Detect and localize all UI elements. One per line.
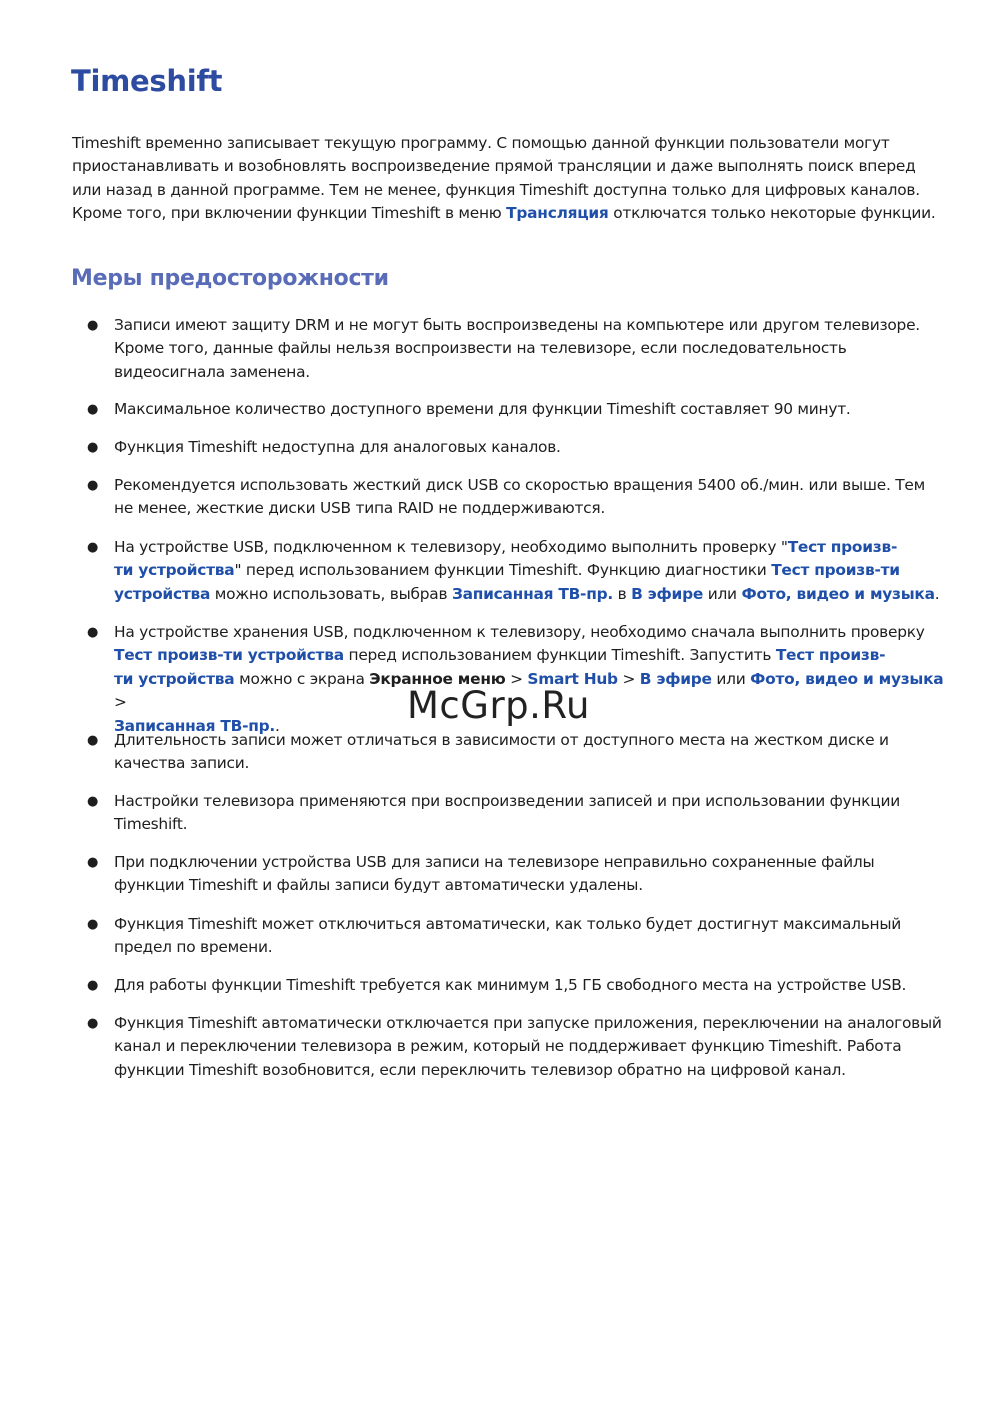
bullet-icon: ● [87, 733, 99, 748]
list-item [87, 398, 944, 421]
item-text: Максимальное количество доступного времени для функции Timeshift составляет 90 минут. [114, 400, 851, 418]
intro-line: отключатся только некоторые функции. [608, 204, 936, 223]
item-text: . [275, 716, 280, 735]
menu-link-recorded[interactable]: Записанная ТВ-пр. [451, 584, 613, 603]
bullet-icon: ● [87, 318, 99, 333]
item-text: Функция Timeshift недоступна для аналоговых каналов. [114, 438, 561, 456]
list-item [87, 536, 944, 606]
bullet-icon: ● [87, 978, 99, 993]
item-text: функции Timeshift возобновится, если переключить телевизор обратно на цифровой канал. [114, 1060, 846, 1079]
page-title: Timeshift [71, 64, 223, 98]
menu-link-test[interactable]: устройства [114, 584, 211, 603]
menu-link-live[interactable]: В эфире [639, 669, 712, 688]
item-text: Записи имеют защиту DRM и не могут быть воспроизведены на компьютере или другом телевизоре. [114, 316, 920, 334]
path-separator: > [114, 693, 127, 712]
item-text: Функция Timeshift может отключиться автоматически, как только будет достигнут максимальный [114, 915, 902, 933]
bullet-icon: ● [87, 478, 99, 493]
item-text: Timeshift. [114, 815, 188, 834]
menu-link-test[interactable]: Тест произв-ти устройства [114, 646, 344, 665]
list-item [87, 913, 944, 960]
list-item [87, 436, 944, 459]
list-item [87, 474, 944, 521]
item-text: . [934, 584, 940, 603]
menu-link-media[interactable]: Фото, видео и музыка [750, 669, 944, 688]
menu-link-recorded[interactable]: Записанная ТВ-пр. [114, 716, 276, 735]
bullet-icon: ● [87, 540, 99, 555]
bullet-icon: ● [87, 917, 99, 932]
menu-link-live[interactable]: В эфире [631, 584, 704, 603]
item-text: в [612, 584, 632, 603]
item-text: функции Timeshift и файлы записи будут автоматически удалены. [114, 876, 643, 895]
menu-name-onscreen[interactable]: Экранное меню [369, 669, 506, 688]
bullet-icon: ● [87, 440, 99, 455]
intro-paragraph [72, 132, 952, 226]
menu-link-smarthub[interactable]: Smart Hub [527, 669, 618, 688]
list-item [87, 1012, 944, 1082]
item-text: Рекомендуется использовать жесткий диск USB со скоростью вращения 5400 об./мин. или выше. Тем [114, 476, 925, 494]
bullet-icon: ● [87, 402, 99, 417]
menu-link-test[interactable]: Тест произв-ти [771, 561, 900, 580]
intro-line: приостанавливать и возобновлять воспроизведение прямой трансляции и даже выполнять поиск вперед [72, 157, 916, 176]
item-text: перед использованием функции Timeshift. Запустить [343, 646, 776, 665]
bullet-icon: ● [87, 855, 99, 870]
menu-link-test[interactable]: Тест произв- [787, 538, 898, 556]
item-text: Длительность записи может отличаться в зависимости от доступного места на жестком диске и [114, 731, 889, 749]
item-text: Для работы функции Timeshift требуется как минимум 1,5 ГБ свободного места на устройстве USB. [114, 976, 907, 994]
list-item [87, 729, 944, 776]
menu-link-test[interactable]: ти устройства [114, 561, 235, 580]
list-item [87, 790, 944, 837]
item-text: можно использовать, выбрав [210, 584, 452, 603]
item-text: Функция Timeshift автоматически отключается при запуске приложения, переключении на аналоговый [114, 1014, 942, 1032]
item-text: предел по времени. [114, 938, 273, 957]
path-separator: > [617, 669, 640, 688]
item-text: " перед использованием функции Timeshift. Функцию диагностики [234, 561, 772, 580]
menu-link-translyaciya[interactable]: Трансляция [506, 204, 609, 223]
item-text: или [711, 669, 751, 688]
menu-link-test[interactable]: Тест произв- [775, 646, 886, 665]
watermark: McGrp.Ru [407, 684, 590, 727]
intro-line: или назад в данной программе. Тем не менее, функция Timeshift доступна только для цифровых каналов. [72, 180, 920, 199]
item-text: На устройстве USB, подключенном к телевизору, необходимо выполнить проверку " [114, 538, 788, 556]
bullet-icon: ● [87, 1016, 99, 1031]
list-item [87, 314, 944, 384]
path-separator: > [505, 669, 528, 688]
item-text: На устройстве хранения USB, подключенном к телевизору, необходимо сначала выполнить проверку [114, 623, 925, 641]
section-heading: Меры предосторожности [71, 266, 389, 291]
menu-link-media[interactable]: Фото, видео и музыка [741, 584, 935, 603]
item-text: канал и переключении телевизора в режим, который не поддерживает функцию Timeshift. Работа [114, 1037, 902, 1056]
list-item [87, 851, 944, 898]
item-text: Кроме того, данные файлы нельзя воспроизвести на телевизоре, если последовательность [114, 339, 847, 358]
item-text: видеосигнала заменена. [114, 362, 310, 381]
bullet-icon: ● [87, 625, 99, 640]
menu-link-test[interactable]: ти устройства [114, 669, 235, 688]
item-text: качества записи. [114, 754, 250, 773]
item-text: Настройки телевизора применяются при воспроизведении записей и при использовании функции [114, 792, 900, 810]
item-text: можно с экрана [234, 669, 370, 688]
intro-line: Кроме того, при включении функции Timeshift в меню [72, 204, 507, 223]
item-text: При подключении устройства USB для записи на телевизоре неправильно сохраненные файлы [114, 853, 875, 871]
intro-line: Timeshift временно записывает текущую программу. С помощью данной функции пользователи могут [72, 134, 890, 152]
item-text: не менее, жесткие диски USB типа RAID не поддерживаются. [114, 499, 606, 518]
list-item [87, 974, 944, 997]
bullet-icon: ● [87, 794, 99, 809]
item-text: или [703, 584, 742, 603]
